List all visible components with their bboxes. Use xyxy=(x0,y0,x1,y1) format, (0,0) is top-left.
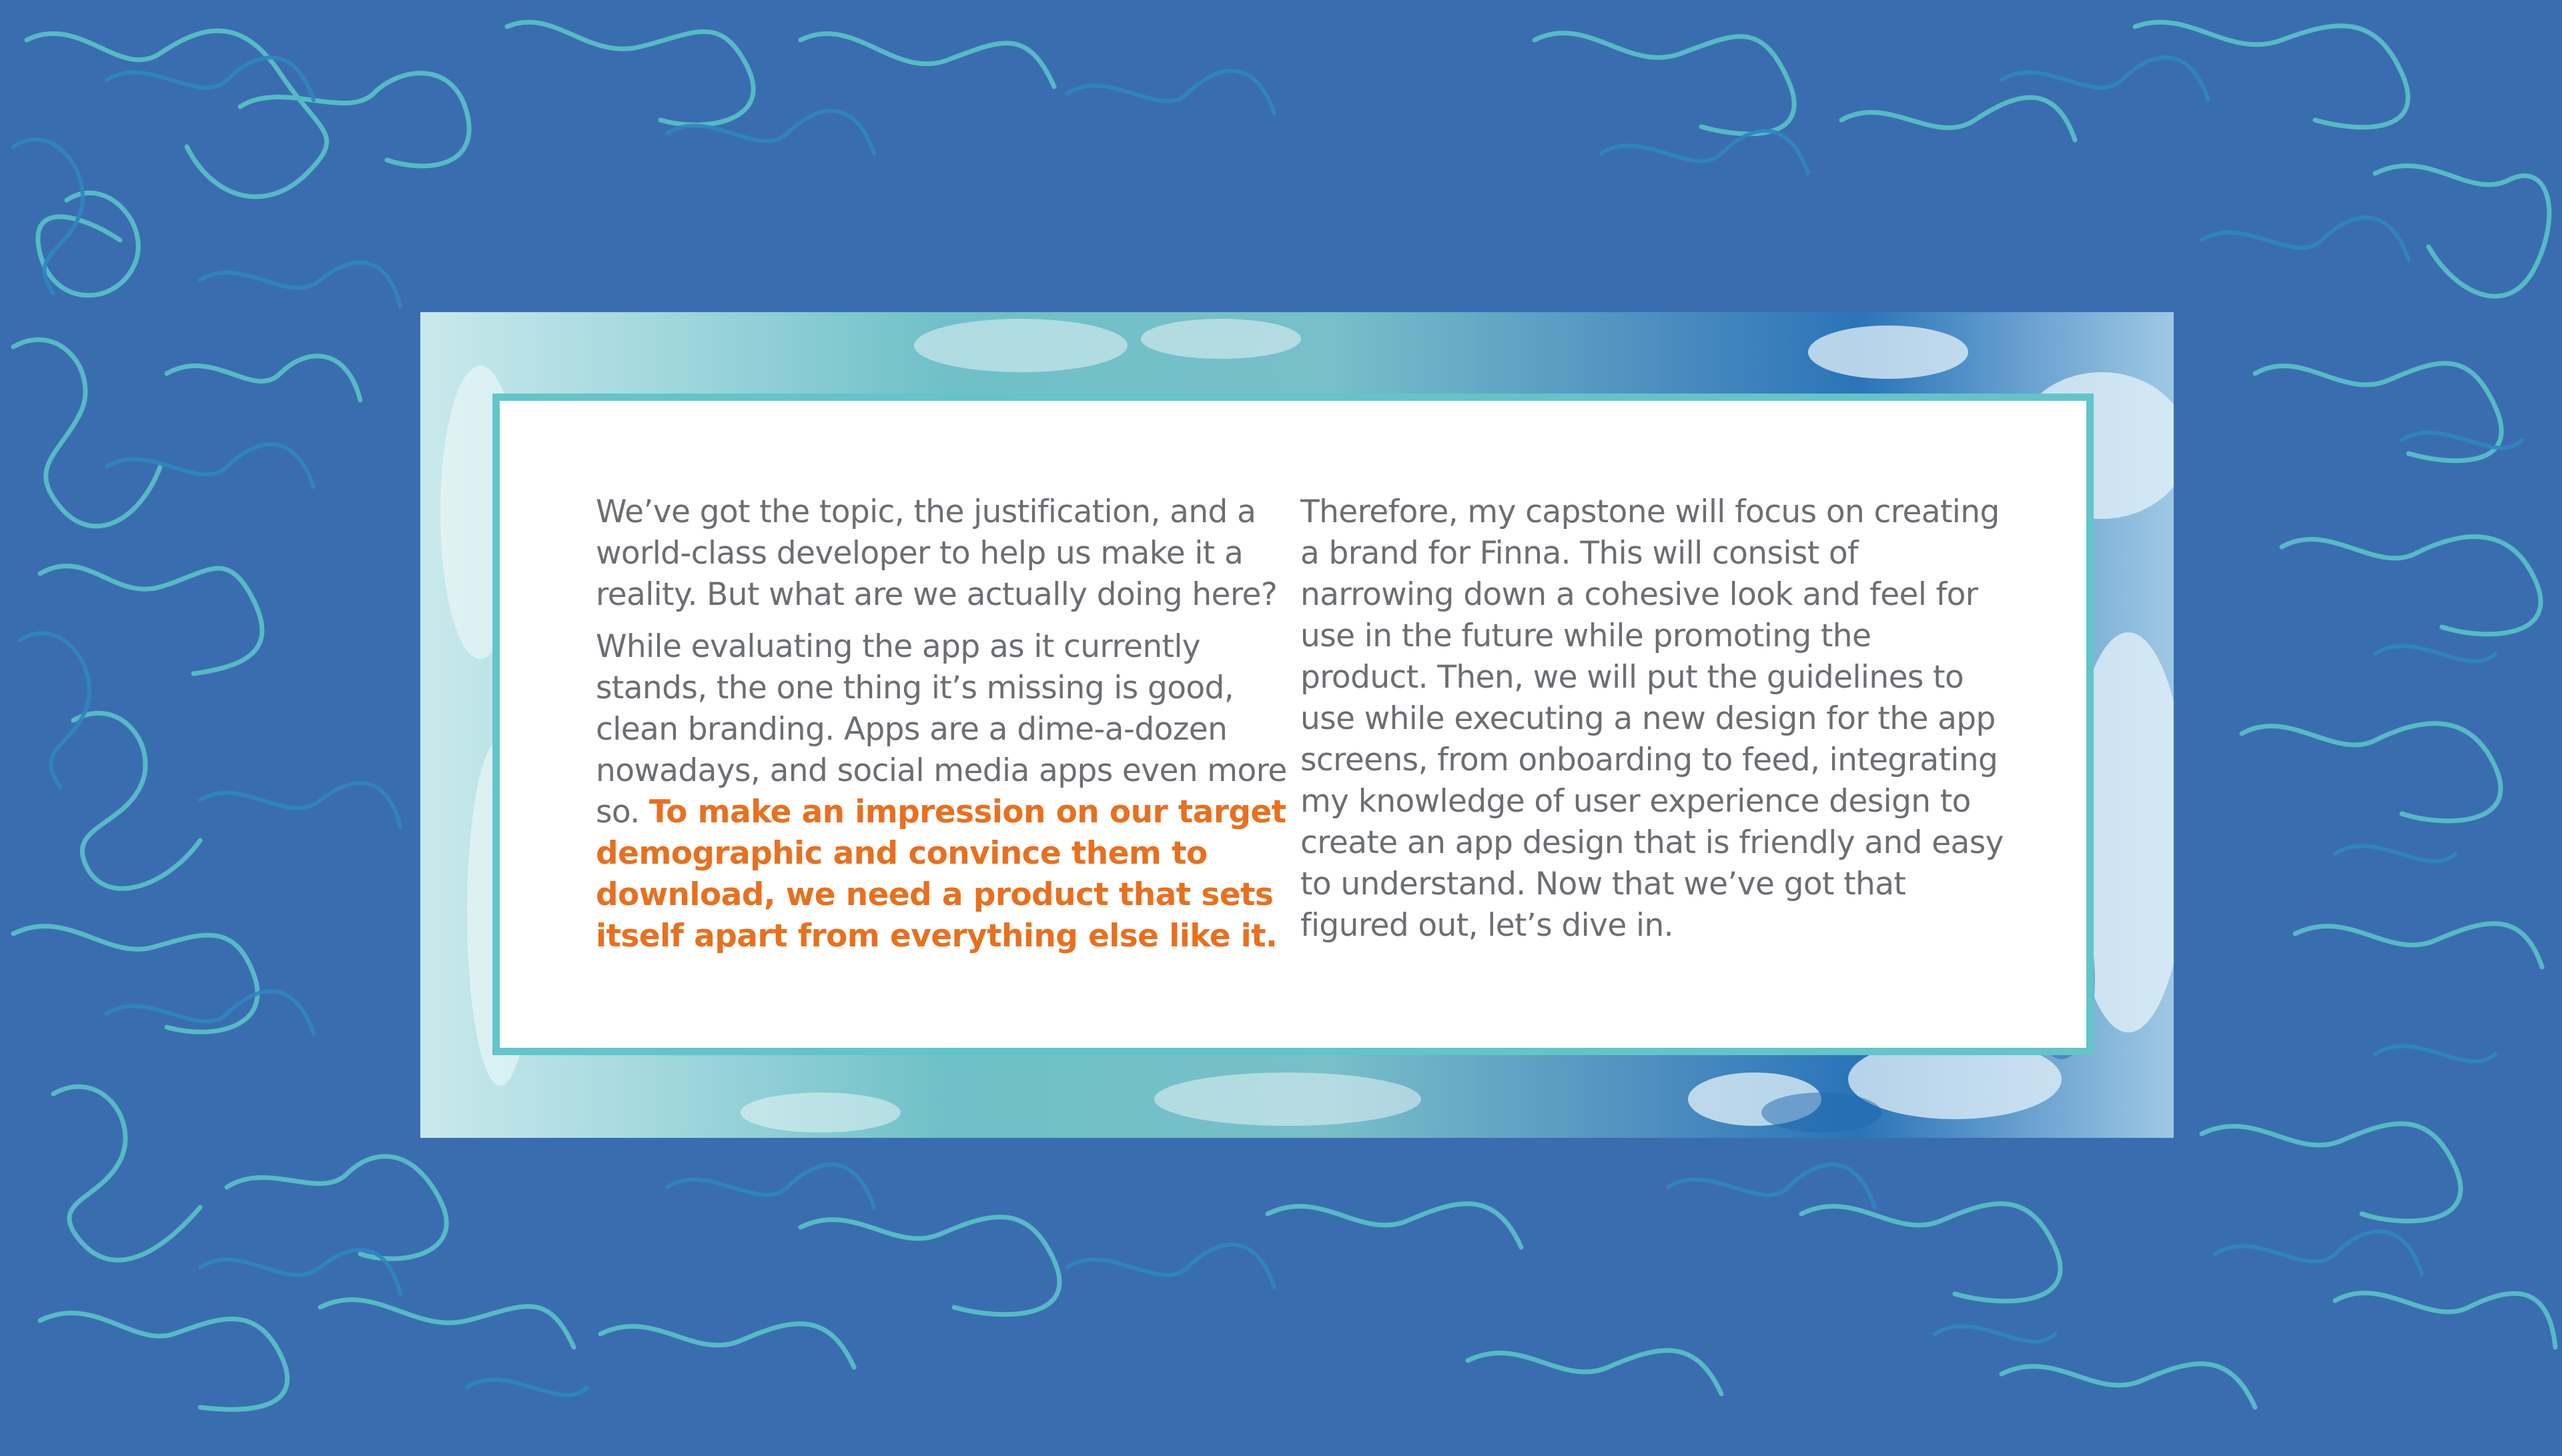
right-paragraph-1: Therefore, my capstone will focus on creating a brand for Finna. This will consist of narrowing down a cohesive look and feel for use in the future while promoting the product. Then, we will put the guidelines to use while executing a new design for the app screens, from onboarding to feed, integrating my knowledge of user experience design to create an app design that is friendly and easy to understand. Now that we’ve got that figured out, let’s dive in. xyxy=(1300,494,2004,944)
text-card xyxy=(492,394,2094,1055)
left-paragraph-2-highlight: To make an impression on our target demographic and convince them to download, we need a product that sets itself apart from everything else like it. xyxy=(596,794,1286,954)
left-paragraph-2 xyxy=(596,626,1290,957)
textured-frame xyxy=(420,312,2174,1138)
left-text-column xyxy=(596,492,1290,968)
right-text-column xyxy=(1300,492,2008,957)
left-paragraph-2-plain: While evaluating the app as it currently stands, the one thing it’s missing is good, clean branding. Apps are a dime-a-dozen nowadays, and social media apps even more so. xyxy=(596,628,1287,830)
left-paragraph-1: We’ve got the topic, the justification, and a world-class developer to help us make it a reality. But what are we actually doing here? xyxy=(596,494,1278,613)
